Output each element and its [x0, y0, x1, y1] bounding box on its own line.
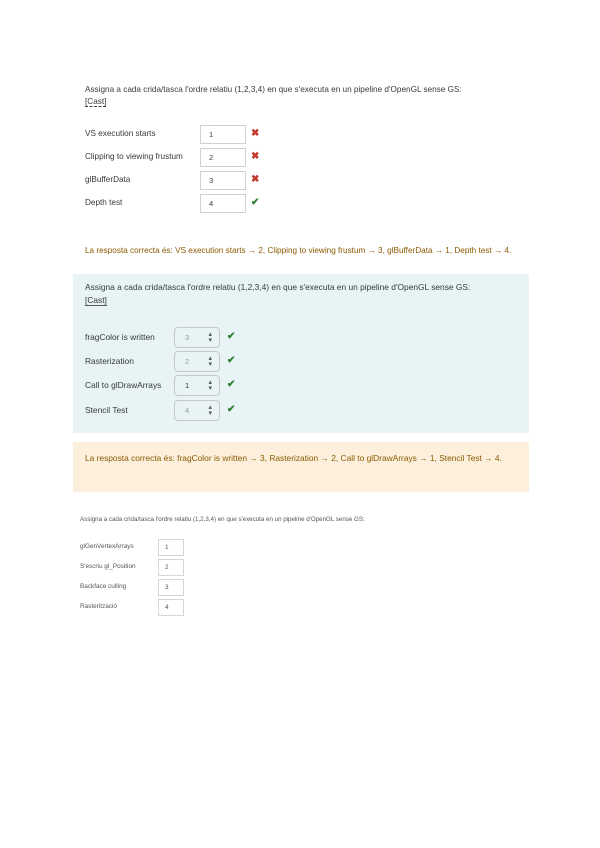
question-3-answer-field[interactable]: 2	[158, 559, 184, 576]
question-2-row-label: Stencil Test	[85, 405, 128, 415]
check-icon: ✔	[227, 379, 236, 390]
question-2-select-value: 4	[185, 406, 190, 415]
wrong-icon: ✖	[251, 174, 260, 185]
question-1-answer-field[interactable]: 3	[200, 171, 246, 190]
check-icon: ✔	[251, 197, 260, 208]
question-2-row-label: fragColor is written	[85, 332, 155, 342]
question-3-row-label: Rasterització	[80, 603, 117, 610]
question-3-answer-field[interactable]: 4	[158, 599, 184, 616]
question-3-row-label: S'escriu gl_Position	[80, 563, 136, 570]
question-2-select-value: 2	[185, 357, 190, 366]
select-arrows-icon: ▴ ▾	[208, 355, 212, 368]
check-icon: ✔	[227, 355, 236, 366]
question-2-feedback	[73, 442, 529, 492]
question-1-row-label: Clipping to viewing frustum	[85, 152, 183, 161]
question-2-select-value: 1	[185, 381, 190, 390]
question-2-select[interactable]	[174, 375, 220, 396]
question-2-select[interactable]	[174, 351, 220, 372]
check-icon: ✔	[227, 331, 236, 342]
question-1-answer-field[interactable]: 2	[200, 148, 246, 167]
question-3-prompt: Assigna a cada crida/tasca l'ordre relatiu (1,2,3,4) en que s'executa en un pipeline d'OpenGL sense GS:	[80, 516, 365, 523]
select-arrows-icon: ▴ ▾	[208, 331, 212, 344]
question-2-select[interactable]	[174, 327, 220, 348]
select-arrows-icon: ▴ ▾	[208, 379, 212, 392]
question-1-correct-answer: La resposta correcta és: VS execution starts → 2, Clipping to viewing frustum → 3, glBufferData → 1, Depth test → 4.	[85, 246, 512, 255]
question-3-answer-field[interactable]: 1	[158, 539, 184, 556]
question-3-answer-field[interactable]: 3	[158, 579, 184, 596]
question-3-row-label: glGenVertexArrays	[80, 543, 134, 550]
question-1-cast-link[interactable]: [Cast]	[85, 97, 107, 106]
question-1-prompt	[85, 84, 525, 108]
check-icon: ✔	[227, 404, 236, 415]
question-1-row-label: Depth test	[85, 198, 123, 207]
question-2-prompt-text: Assigna a cada crida/tasca l'ordre relatiu (1,2,3,4) en que s'executa en un pipeline d'OpenGL sense GS:	[85, 282, 471, 292]
question-2-row-label: Rasterization	[85, 356, 134, 366]
select-arrows-icon: ▴ ▾	[208, 404, 212, 417]
question-1-row-label: glBufferData	[85, 175, 131, 184]
question-2-row-label: Call to glDrawArrays	[85, 380, 162, 390]
question-2-prompt	[85, 281, 525, 306]
wrong-icon: ✖	[251, 151, 260, 162]
question-2-select[interactable]	[174, 400, 220, 421]
question-2-cast-link[interactable]: [Cast]	[85, 294, 107, 305]
question-1-answer-field[interactable]: 4	[200, 194, 246, 213]
question-2-correct-answer: La resposta correcta és: fragColor is written → 3, Rasterization → 2, Call to glDrawArrays → 1, Stencil Test → 4.	[85, 453, 502, 463]
question-2-select-value: 3	[185, 333, 190, 342]
question-2-card	[73, 274, 529, 433]
question-1-prompt-text: Assigna a cada crida/tasca l'ordre relatiu (1,2,3,4) en que s'executa en un pipeline d'OpenGL sense GS:	[85, 85, 462, 94]
question-3-row-label: Backface culling	[80, 583, 127, 590]
question-1-answer-field[interactable]: 1	[200, 125, 246, 144]
wrong-icon: ✖	[251, 128, 260, 139]
question-1-row-label: VS execution starts	[85, 129, 156, 138]
